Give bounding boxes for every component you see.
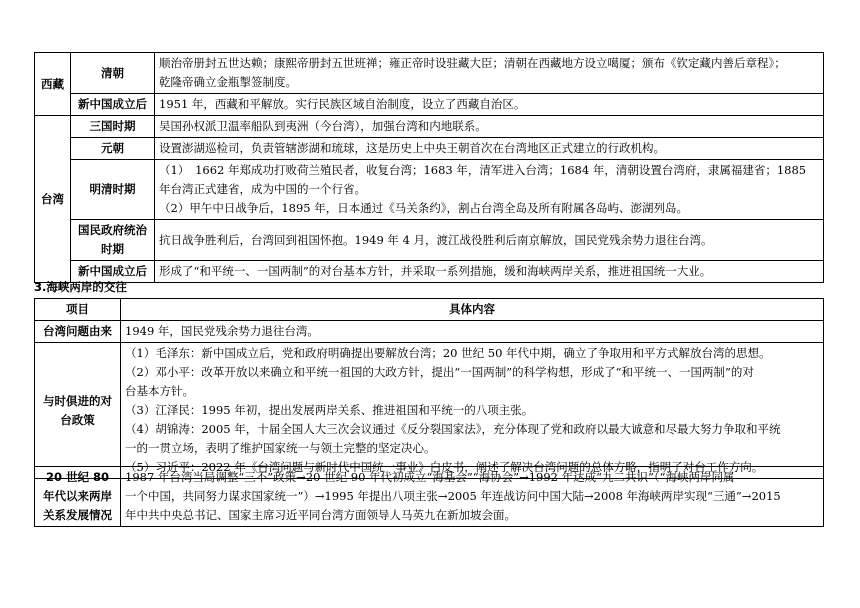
period-cell: 清朝 [71, 53, 155, 94]
item-cell: 20 世纪 80 年代以来两岸关系发展情况 [35, 467, 121, 527]
content-cell [155, 261, 824, 283]
content-line: 年中共中央总书记、国家主席习近平同台湾方面领导人马英九在新加坡会面。 [125, 508, 516, 522]
period-cell: 新中国成立后 [71, 261, 155, 283]
table-row [35, 343, 824, 479]
table-row [35, 94, 824, 116]
content-line: （4）胡锦涛：2005 年，十届全国人大三次会议通过《反分裂国家法》，充分体现了党和政府以最大诚意和尽最大努力争取和平统 [125, 422, 781, 436]
content-cell [121, 467, 824, 527]
table-row [35, 138, 824, 160]
content-line: （2）甲午中日战争后，1895 年，日本通过《马关条约》，割占台湾全岛及所有附属各岛屿、澎湖列岛。 [159, 201, 688, 215]
region-taiwan: 台湾 [35, 116, 71, 283]
content-line: （1）毛泽东：新中国成立后，党和政府明确提出要解放台湾；20 世纪 50 年代中期，确立了争取用和平方式解放台湾的思想。 [125, 346, 771, 360]
history-table [34, 52, 824, 283]
content-cell [155, 138, 824, 160]
content-line: 形成了“和平统一、一国两制”的对台基本方针，并采取一系列措施，缓和海峡两岸关系，推进祖国统一大业。 [159, 264, 712, 278]
period-cell: 新中国成立后 [71, 94, 155, 116]
content-cell [155, 116, 824, 138]
section-title: 3.海峡两岸的交往 [34, 280, 127, 294]
table-row [35, 321, 824, 343]
content-line: 顺治帝册封五世达赖；康熙帝册封五世班禅；雍正帝时设驻藏大臣；清朝在西藏地方设立噶厦；颁布《钦定藏内善后章程》； [159, 56, 786, 70]
table-row [35, 160, 824, 220]
content-line: 一的一贯立场，表明了维护国家统一与领土完整的坚定决心。 [125, 441, 436, 455]
column-header: 具体内容 [121, 299, 824, 321]
item-cell: 与时俱进的对台政策 [35, 343, 121, 479]
period-cell: 国民政府统治时期 [71, 220, 155, 261]
content-line: 1987 年台湾当局调整“三不”政策→20 世纪 90 年代初成立“海基会”“海协会”→1992 年达成“九二共识”（“海峡两岸同属 [125, 470, 735, 484]
period-cell: 三国时期 [71, 116, 155, 138]
relations-table [34, 298, 824, 479]
content-line: 年台湾正式建省，成为中国的一个行省。 [159, 182, 366, 196]
period-cell: 明清时期 [71, 160, 155, 220]
development-table [34, 466, 824, 527]
content-line: 1949 年，国民党残余势力退往台湾。 [125, 324, 319, 338]
content-line: （5）习近平：2022 年《台湾问题与新时代中国统一事业》白皮书，阐述了解决台湾问题的总体方略，指明了对台工作方向。 [125, 460, 764, 474]
table-row [35, 467, 824, 527]
table-row [35, 220, 824, 261]
region-tibet: 西藏 [35, 53, 71, 116]
content-line: 乾隆帝确立金瓶掣签制度。 [159, 75, 297, 89]
content-line: 一个中国，共同努力谋求国家统一”）→1995 年提出八项主张→2005 年连战访问中国大陆→2008 年海峡两岸实现“三通”→2015 [125, 489, 781, 503]
content-line: （3）江泽民：1995 年初，提出发展两岸关系、推进祖国和平统一的八项主张。 [125, 403, 534, 417]
content-line: 1951 年，西藏和平解放。实行民族区域自治制度，设立了西藏自治区。 [159, 97, 526, 111]
content-cell [121, 343, 824, 479]
content-line: 吴国孙权派卫温率船队到夷洲（今台湾），加强台湾和内地联系。 [159, 119, 487, 133]
content-line: 台基本方针。 [125, 384, 194, 398]
table-header-row [35, 299, 824, 321]
item-cell: 台湾问题由来 [35, 321, 121, 343]
content-line: 设置澎湖巡检司，负责管辖澎湖和琉球，这是历史上中央王朝首次在台湾地区正式建立的行政机构。 [159, 141, 665, 155]
period-cell: 元朝 [71, 138, 155, 160]
column-header: 项目 [35, 299, 121, 321]
table-row [35, 261, 824, 283]
content-cell [155, 220, 824, 261]
content-cell [155, 94, 824, 116]
content-cell [121, 321, 824, 343]
content-cell [155, 160, 824, 220]
content-line: （1） 1662 年郑成功打败荷兰殖民者，收复台湾；1683 年，清军进入台湾；1684 年，清朝设置台湾府，隶属福建省；1885 [159, 163, 807, 177]
content-line: （2）邓小平：改革开放以来确立和平统一祖国的大政方针，提出“一国两制”的科学构想，形成了“和平统一、一国两制”的对 [125, 365, 754, 379]
content-line: 抗日战争胜利后，台湾回到祖国怀抱。1949 年 4 月，渡江战役胜利后南京解放，国民党残余势力退往台湾。 [159, 232, 713, 247]
table-row [35, 53, 824, 94]
table-row [35, 116, 824, 138]
content-cell [155, 53, 824, 94]
